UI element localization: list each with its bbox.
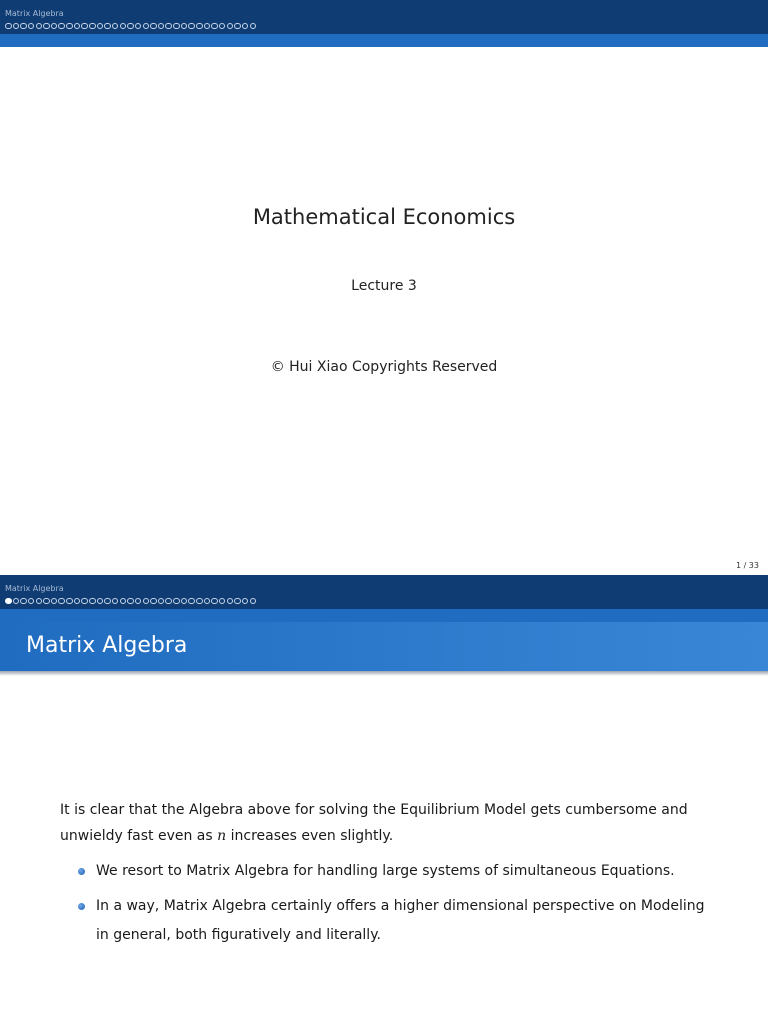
nav-dot-icon[interactable]: [158, 23, 165, 30]
section-label[interactable]: Matrix Algebra: [5, 584, 64, 593]
frame-nav-dots: [5, 21, 256, 31]
bullet-text: In a way, Matrix Algebra certainly offers a higher dimensional perspective on Modeling in general, both figuratively and literally.: [96, 898, 705, 943]
nav-dot-icon[interactable]: [242, 598, 249, 605]
nav-dot-icon[interactable]: [89, 23, 96, 30]
nav-dot-icon[interactable]: [51, 598, 58, 605]
nav-dot-icon[interactable]: [58, 23, 65, 30]
nav-dot-icon[interactable]: [127, 23, 134, 30]
nav-dot-icon[interactable]: [28, 23, 35, 30]
nav-dot-icon[interactable]: [66, 23, 73, 30]
nav-dot-icon[interactable]: [181, 598, 188, 605]
section-label[interactable]: Matrix Algebra: [5, 9, 64, 18]
nav-dot-icon[interactable]: [112, 598, 119, 605]
nav-dot-icon[interactable]: [150, 23, 157, 30]
math-variable-n: n: [217, 828, 227, 844]
nav-dot-icon[interactable]: [20, 598, 27, 605]
nav-dot-icon[interactable]: [227, 23, 234, 30]
header-bar: [0, 575, 768, 609]
nav-dot-icon[interactable]: [112, 23, 119, 30]
author-copyright: © Hui Xiao Copyrights Reserved: [270, 359, 498, 375]
paragraph-text-end: increases even slightly.: [226, 828, 394, 844]
nav-dot-icon[interactable]: [196, 23, 203, 30]
intro-paragraph: [60, 797, 720, 849]
paragraph-text-start: It is clear that the Algebra above for solving the Equilibrium Model gets cumbersome and unwieldy fast even as: [60, 802, 688, 844]
nav-dot-icon[interactable]: [204, 23, 211, 30]
subheader-bar: [0, 609, 768, 622]
nav-dot-icon[interactable]: [36, 598, 43, 605]
list-item: [78, 892, 718, 950]
nav-dot-icon[interactable]: [135, 23, 142, 30]
nav-dot-icon[interactable]: [120, 598, 127, 605]
nav-dot-icon[interactable]: [36, 23, 43, 30]
nav-dot-icon[interactable]: [250, 23, 257, 30]
nav-dot-icon[interactable]: [104, 23, 111, 30]
nav-dot-icon[interactable]: [51, 23, 58, 30]
bullet-icon: [78, 868, 85, 875]
nav-dot-icon[interactable]: [135, 598, 142, 605]
nav-dot-icon[interactable]: [165, 23, 172, 30]
nav-dot-icon[interactable]: [13, 598, 20, 605]
nav-dot-icon[interactable]: [165, 598, 172, 605]
nav-dot-icon[interactable]: [143, 598, 150, 605]
nav-dot-icon[interactable]: [188, 598, 195, 605]
subheader-bar: [0, 34, 768, 47]
nav-dot-icon[interactable]: [173, 23, 180, 30]
nav-dot-icon[interactable]: [150, 598, 157, 605]
nav-dot-icon[interactable]: [28, 598, 35, 605]
nav-dot-icon[interactable]: [74, 598, 81, 605]
nav-dot-icon[interactable]: [13, 23, 20, 30]
nav-dot-icon[interactable]: [211, 23, 218, 30]
nav-dot-icon[interactable]: [234, 23, 241, 30]
nav-dot-icon[interactable]: [81, 598, 88, 605]
list-item: [78, 857, 718, 886]
nav-dot-icon[interactable]: [158, 598, 165, 605]
nav-dot-icon[interactable]: [219, 598, 226, 605]
nav-dot-icon[interactable]: [5, 598, 12, 605]
nav-dot-icon[interactable]: [81, 23, 88, 30]
title-shadow: [0, 671, 768, 676]
nav-dot-icon[interactable]: [173, 598, 180, 605]
nav-dot-icon[interactable]: [143, 23, 150, 30]
bullet-icon: [78, 903, 85, 910]
page-number: 1 / 33: [735, 561, 759, 570]
nav-dot-icon[interactable]: [43, 598, 50, 605]
nav-dot-icon[interactable]: [250, 598, 257, 605]
nav-dot-icon[interactable]: [97, 23, 104, 30]
nav-dot-icon[interactable]: [127, 598, 134, 605]
nav-dot-icon[interactable]: [211, 598, 218, 605]
nav-dot-icon[interactable]: [43, 23, 50, 30]
nav-dot-icon[interactable]: [188, 23, 195, 30]
frame-nav-dots: [5, 596, 256, 606]
nav-dot-icon[interactable]: [196, 598, 203, 605]
nav-dot-icon[interactable]: [58, 598, 65, 605]
nav-dot-icon[interactable]: [234, 598, 241, 605]
nav-dot-icon[interactable]: [97, 598, 104, 605]
nav-dot-icon[interactable]: [181, 23, 188, 30]
bullet-text: We resort to Matrix Algebra for handling large systems of simultaneous Equations.: [96, 863, 675, 879]
nav-dot-icon[interactable]: [219, 23, 226, 30]
nav-dot-icon[interactable]: [242, 23, 249, 30]
nav-dot-icon[interactable]: [20, 23, 27, 30]
nav-dot-icon[interactable]: [5, 23, 12, 30]
presentation-title: Mathematical Economics: [252, 205, 516, 229]
frame-title-bar: [0, 622, 768, 671]
nav-dot-icon[interactable]: [227, 598, 234, 605]
frame-title: Matrix Algebra: [26, 633, 188, 658]
header-bar: [0, 0, 768, 34]
nav-dot-icon[interactable]: [74, 23, 81, 30]
nav-dot-icon[interactable]: [66, 598, 73, 605]
nav-dot-icon[interactable]: [120, 23, 127, 30]
nav-dot-icon[interactable]: [104, 598, 111, 605]
lecture-subtitle: Lecture 3: [351, 278, 417, 294]
slide-matrix-algebra: [0, 575, 768, 1024]
nav-dot-icon[interactable]: [89, 598, 96, 605]
nav-dot-icon[interactable]: [204, 598, 211, 605]
